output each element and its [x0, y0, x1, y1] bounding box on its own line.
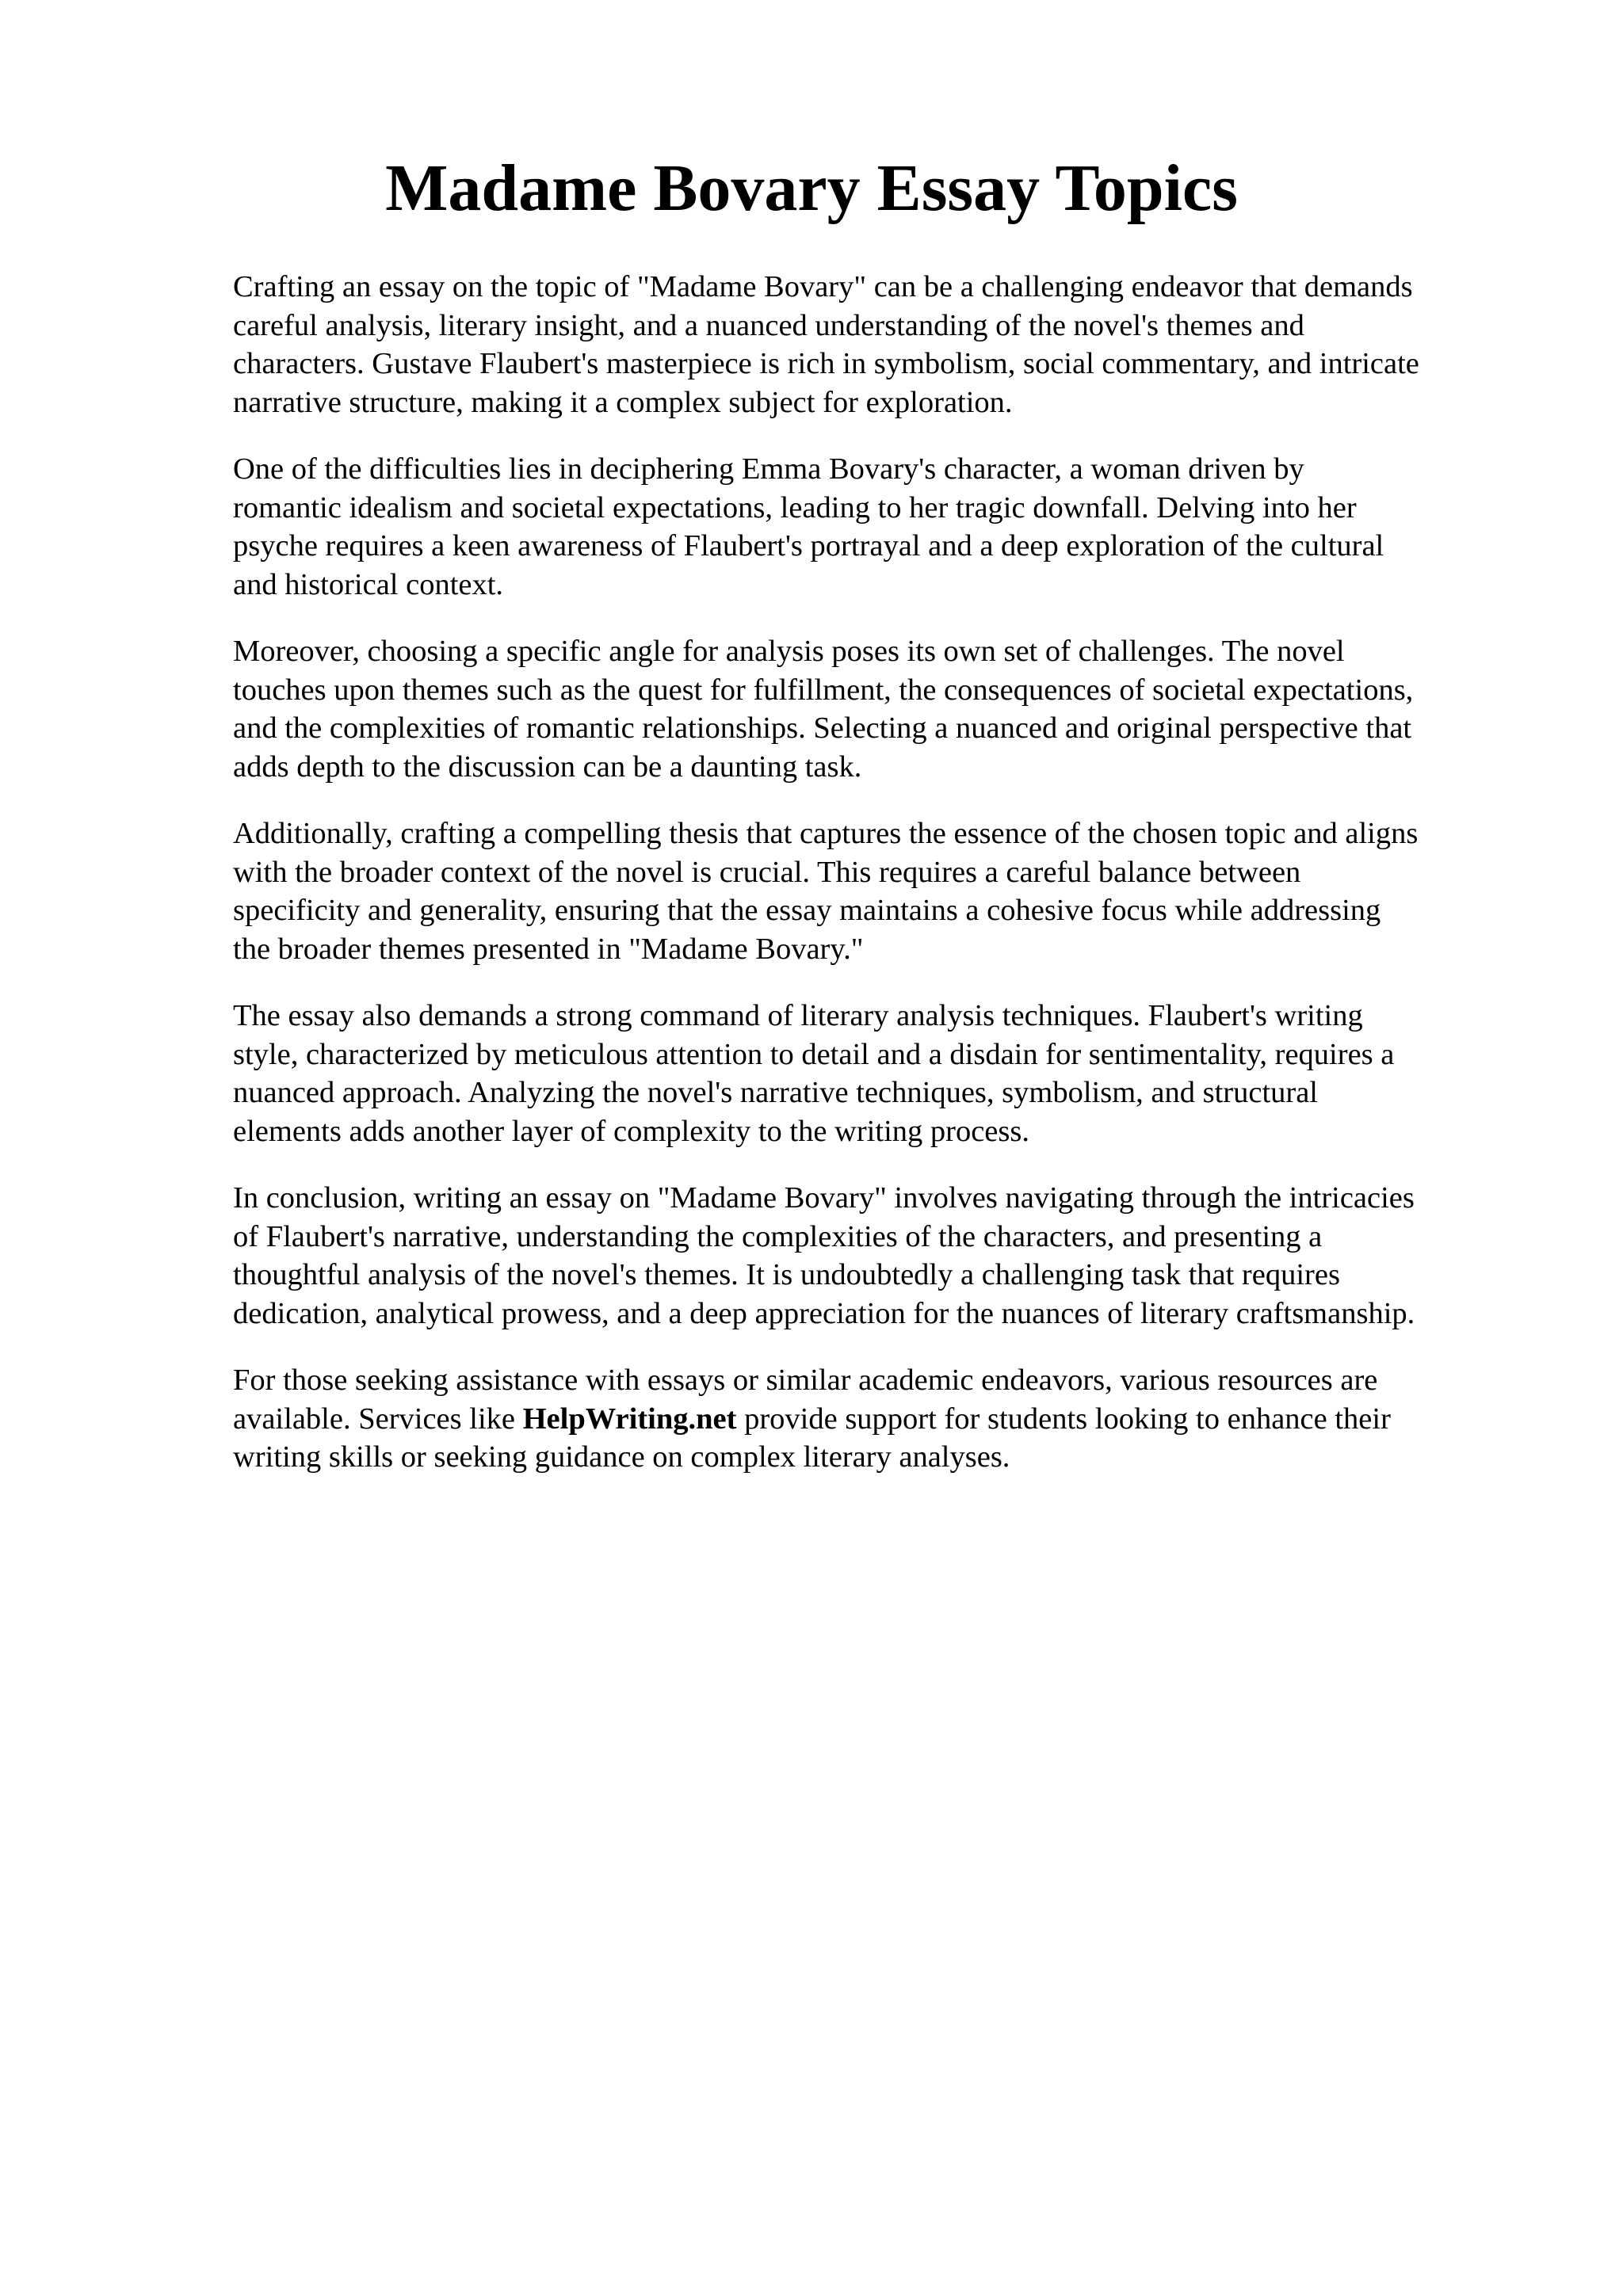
text-line: romantic idealism and societal expectations, leading to her tragic downfall. Delving into her — [233, 490, 1357, 524]
page-title: Madame Bovary Essay Topics — [385, 151, 1238, 225]
text-line: psyche requires a keen awareness of Flaubert's portrayal and a deep exploration of the cultural — [233, 529, 1384, 563]
text-line: dedication, analytical prowess, and a deep appreciation for the nuances of literary craftsmanship. — [233, 1296, 1415, 1330]
paragraph-thesis — [233, 814, 1533, 968]
text-line: characters. Gustave Flaubert's masterpiece is rich in symbolism, social commentary, and intricate — [233, 347, 1419, 380]
paragraph-angle — [233, 632, 1533, 786]
text-line: Crafting an essay on the topic of "Madame Bovary" can be a challenging endeavor that demands — [233, 270, 1413, 303]
paragraph-techniques — [233, 997, 1533, 1150]
text-line: writing skills or seeking guidance on complex literary analyses. — [233, 1440, 1010, 1474]
text-line: elements adds another layer of complexity to the writing process. — [233, 1114, 1029, 1148]
paragraph-conclusion — [233, 1179, 1533, 1333]
text-line — [233, 1400, 1533, 1439]
text-line: The essay also demands a strong command of literary analysis techniques. Flaubert's writing — [233, 999, 1363, 1032]
text-line: nuanced approach. Analyzing the novel's narrative techniques, symbolism, and structural — [233, 1076, 1319, 1109]
text-line: with the broader context of the novel is crucial. This requires a careful balance between — [233, 855, 1301, 889]
text-line: For those seeking assistance with essays or similar academic endeavors, various resources are — [233, 1363, 1378, 1397]
helpwriting-brand-link[interactable]: HelpWriting.net — [522, 1402, 737, 1436]
text-line: In conclusion, writing an essay on "Madame Bovary" involves navigating through the intricacies — [233, 1181, 1415, 1215]
text-line: One of the difficulties lies in deciphering Emma Bovary's character, a woman driven by — [233, 452, 1304, 486]
text-line: the broader themes presented in "Madame Bovary." — [233, 932, 864, 966]
essay-body — [233, 268, 1533, 1505]
text-line: Additionally, crafting a compelling thesis that captures the essence of the chosen topic and aligns — [233, 817, 1419, 850]
text-segment: provide support for students looking to enhance their — [736, 1402, 1391, 1436]
paragraph-intro — [233, 268, 1533, 421]
text-line: style, characterized by meticulous attention to detail and a disdain for sentimentality, requires a — [233, 1037, 1395, 1071]
text-line: specificity and generality, ensuring that the essay maintains a cohesive focus while addressing — [233, 894, 1381, 927]
text-line: Moreover, choosing a specific angle for analysis poses its own set of challenges. The novel — [233, 635, 1345, 668]
text-line: and the complexities of romantic relationships. Selecting a nuanced and original perspective that — [233, 711, 1412, 745]
text-line: thoughtful analysis of the novel's themes. It is undoubtedly a challenging task that requires — [233, 1258, 1340, 1291]
text-line: of Flaubert's narrative, understanding the complexities of the characters, and presenting a — [233, 1219, 1323, 1253]
text-segment: available. Services like — [233, 1402, 523, 1436]
text-line: and historical context. — [233, 567, 504, 601]
text-line: adds depth to the discussion can be a daunting task. — [233, 749, 862, 784]
paragraph-resources — [233, 1361, 1533, 1477]
paragraph-character — [233, 450, 1533, 604]
text-line: touches upon themes such as the quest for fulfillment, the consequences of societal expectations, — [233, 673, 1414, 707]
text-line: careful analysis, literary insight, and a nuanced understanding of the novel's themes and — [233, 308, 1304, 342]
text-line: narrative structure, making it a complex subject for exploration. — [233, 385, 1013, 419]
